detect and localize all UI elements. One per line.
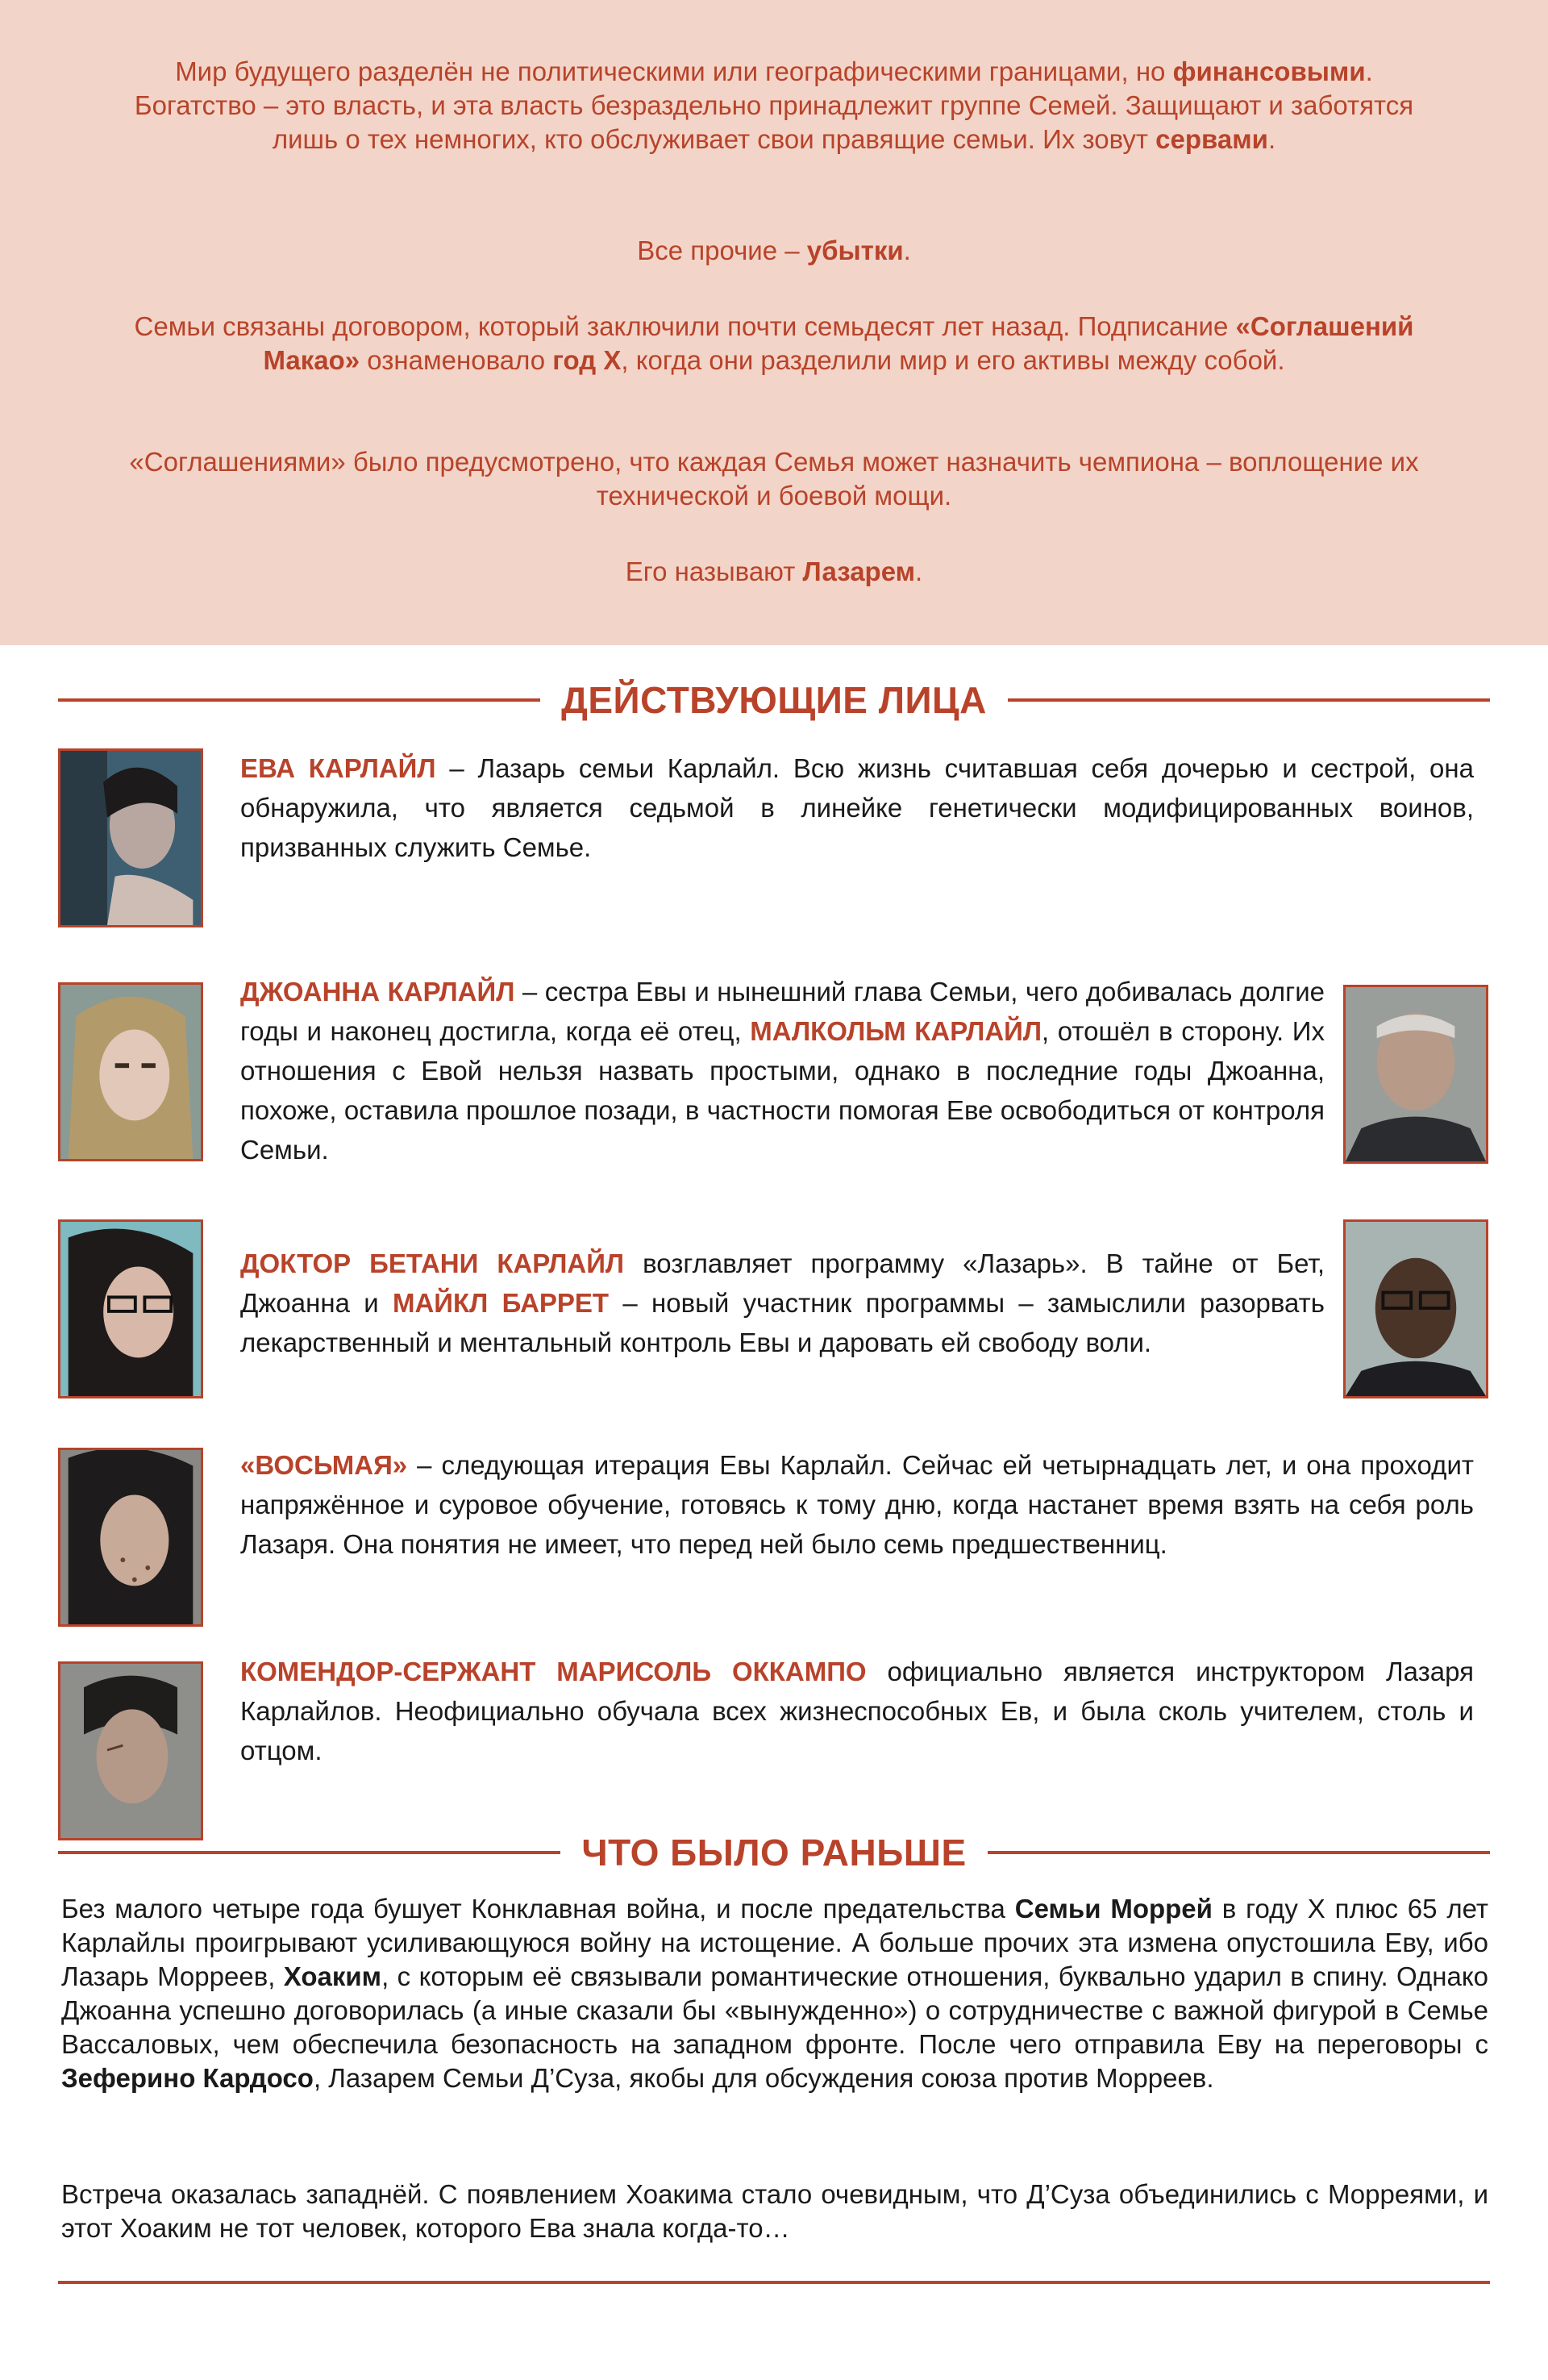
cast-entry-johanna: ДЖОАННА КАРЛАЙЛ – сестра Евы и нынешний глава Семьи, чего добивалась долгие годы и наконец достигла, когда её отец, МАЛКОЛЬМ КАРЛАЙЛ, отошёл в сторону. Их отношения с Евой нельзя назвать простыми, однако в последние годы Джоанна, похоже, оставила прошлое позади, в частности помогая Еве освободиться от контроля Семьи. bbox=[240, 977, 1325, 1165]
heading-rule-left bbox=[58, 698, 540, 702]
story-paragraph-2: Встреча оказалась западнёй. С появлением Хоакима стало очевидным, что Д’Суза объединились с Морреями, и этот Хоаким не тот человек, которого Ева знала когда-то… bbox=[61, 2179, 1488, 2243]
bottom-rule bbox=[58, 2281, 1490, 2284]
cast-entry-bethany: ДОКТОР БЕТАНИ КАРЛАЙЛ возглавляет программу «Лазарь». В тайне от Бет, Джоанна и МАЙКЛ БАРРЕТ – новый участник программы – замыслили разорвать лекарственный и ментальный контроль Евы и даровать ей свободу воли. bbox=[240, 1248, 1325, 1357]
intro-paragraph-2: Все прочие – убытки. bbox=[637, 235, 911, 265]
cast-name-marisol: КОМЕНДОР-СЕРЖАНТ МАРИСОЛЬ ОККАМПО bbox=[240, 1657, 867, 1686]
cast-name-bethany: ДОКТОР БЕТАНИ КАРЛАЙЛ bbox=[240, 1248, 625, 1278]
cast-entry-marisol: КОМЕНДОР-СЕРЖАНТ МАРИСОЛЬ ОККАМПО официально является инструктором Лазаря Карлайлов. Неофициально обучала всех жизнеспособных Ев, и была сколь учителем, столь и отцом. bbox=[240, 1657, 1474, 1765]
intro-panel bbox=[0, 0, 1548, 645]
cast-name-malcolm: МАЛКОЛЬМ КАРЛАЙЛ bbox=[750, 1016, 1042, 1046]
story-heading-row bbox=[58, 1828, 1490, 1877]
intro-paragraph-4: «Соглашениями» было предусмотрено, что каждая Семья может назначить чемпиона – воплощение их технической и боевой мощи. bbox=[129, 447, 1419, 511]
heading-rule-right bbox=[1008, 698, 1490, 702]
cast-name-johanna: ДЖОАННА КАРЛАЙЛ bbox=[240, 977, 515, 1007]
portrait-bethany-icon bbox=[58, 1219, 203, 1398]
heading-rule-right bbox=[988, 1851, 1490, 1854]
portrait-eve-icon bbox=[58, 748, 203, 927]
story-paragraph-1: Без малого четыре года бушует Конклавная война, и после предательства Семьи Моррей в году Х плюс 65 лет Карлайлы проигрывают усиливающуюся войну на истощение. А больше прочих эта измена опустошила Еву, ибо Лазарь Морреев, Хоаким, с которым её связывали романтические отношения, буквально ударил в спину. Однако Джоанна успешно договорилась (а иные сказали бы «вынужденно») о сотрудничестве с важной фигурой в Семье Вассаловых, чем обеспечила безопасность на западном фронте. После чего отправила Еву на переговоры с Зеферино Кардосо, Лазарем Семьи Д’Суза, якобы для обсуждения союза против Морреев. bbox=[61, 1894, 1488, 2093]
cast-name-barret: МАЙКЛ БАРРЕТ bbox=[392, 1288, 610, 1318]
portrait-eight-icon bbox=[58, 1448, 203, 1627]
portrait-johanna-icon bbox=[58, 982, 203, 1161]
intro-paragraph-5: Его называют Лазарем. bbox=[625, 556, 923, 586]
portrait-marisol-icon bbox=[58, 1661, 203, 1840]
heading-rule-left bbox=[58, 1851, 560, 1854]
cast-entry-eight: «ВОСЬМАЯ» – следующая итерация Евы Карлайл. Сейчас ей четырнадцать лет, и она проходит напряжённое и суровое обучение, готовясь к тому дню, когда настанет время взять на себя роль Лазаря. Она понятия не имеет, что перед ней было семь предшественниц. bbox=[240, 1450, 1474, 1559]
cast-name-eight: «ВОСЬМАЯ» bbox=[240, 1450, 408, 1480]
cast-heading: ДЕЙСТВУЮЩИЕ ЛИЦА bbox=[561, 679, 987, 721]
portrait-barret-icon bbox=[1343, 1219, 1488, 1398]
intro-paragraph-3: Семьи связаны договором, который заключили почти семьдесят лет назад. Подписание «Соглашений Макао» ознаменовало год Х, когда они разделили мир и его активы между собой. bbox=[134, 311, 1414, 375]
portrait-malcolm-icon bbox=[1343, 985, 1488, 1164]
cast-name-eve: ЕВА КАРЛАЙЛ bbox=[240, 753, 436, 783]
cast-entry-eve: ЕВА КАРЛАЙЛ – Лазарь семьи Карлайл. Всю жизнь считавшая себя дочерью и сестрой, она обнаружила, что является седьмой в линейке генетически модифицированных воинов, призванных служить Семье. bbox=[240, 753, 1474, 862]
intro-paragraph-1: Мир будущего разделён не политическими или географическими границами, но финансовыми. Богатство – это власть, и эта власть безраздельно принадлежит группе Семей. Защищают и заботятся лишь о тех немногих, кто обслуживает свои правящие семьи. Их зовут сервами. bbox=[134, 56, 1414, 154]
story-heading: ЧТО БЫЛО РАНЬШЕ bbox=[581, 1832, 967, 1874]
cast-heading-row bbox=[58, 676, 1490, 724]
